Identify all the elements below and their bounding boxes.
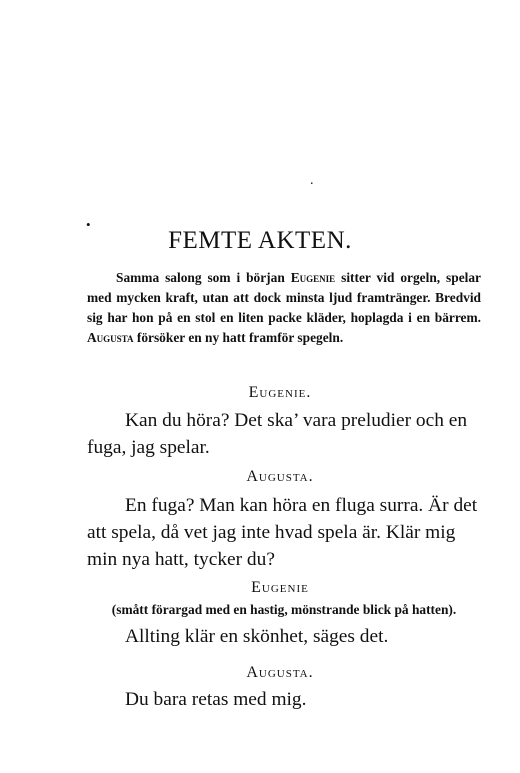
stage-direction-text-3: försöker en ny hatt framför spegeln.	[136, 330, 344, 345]
speech-line: Du bara retas med mig.	[125, 689, 307, 710]
speech-line: Allting klär en skönhet, säges det.	[125, 626, 389, 647]
stage-direction-text-2: sitter vid orgeln, spelar med mycken kraft, utan att dock minsta ljud framtränger. Bredvid sig har hon på en stol en liten packe kläder, hoplagda i en bärrem.	[87, 270, 481, 325]
speaker-name: Eugenie	[251, 579, 309, 596]
speech-line: Kan du höra? Det ska’ vara preludier och en fuga, jag spelar.	[87, 410, 468, 458]
ink-smudge-mark: •	[86, 217, 91, 232]
stray-dot-mark: .	[310, 173, 314, 188]
stage-direction-name-eugenie: Eugenie	[290, 270, 336, 285]
speech-line: En fuga? Man kan höra en fluga surra. Är det att spela, då vet jag inte hvad spela är. Klär mig min nya hatt, tycker du?	[87, 495, 478, 570]
stage-direction-text-1: Samma salong som i början	[116, 270, 285, 285]
speaker-name: Eugenie.	[248, 384, 312, 401]
parenthetical-direction: (smått förargad med en hastig, mönstrande blick på hatten).	[111, 602, 457, 617]
speaker-name: Augusta.	[246, 664, 314, 681]
speaker-name: Augusta.	[246, 468, 314, 485]
act-title: FEMTE AKTEN.	[168, 227, 352, 254]
stage-direction-name-augusta: Augusta	[87, 330, 134, 345]
opening-stage-direction	[87, 268, 481, 348]
